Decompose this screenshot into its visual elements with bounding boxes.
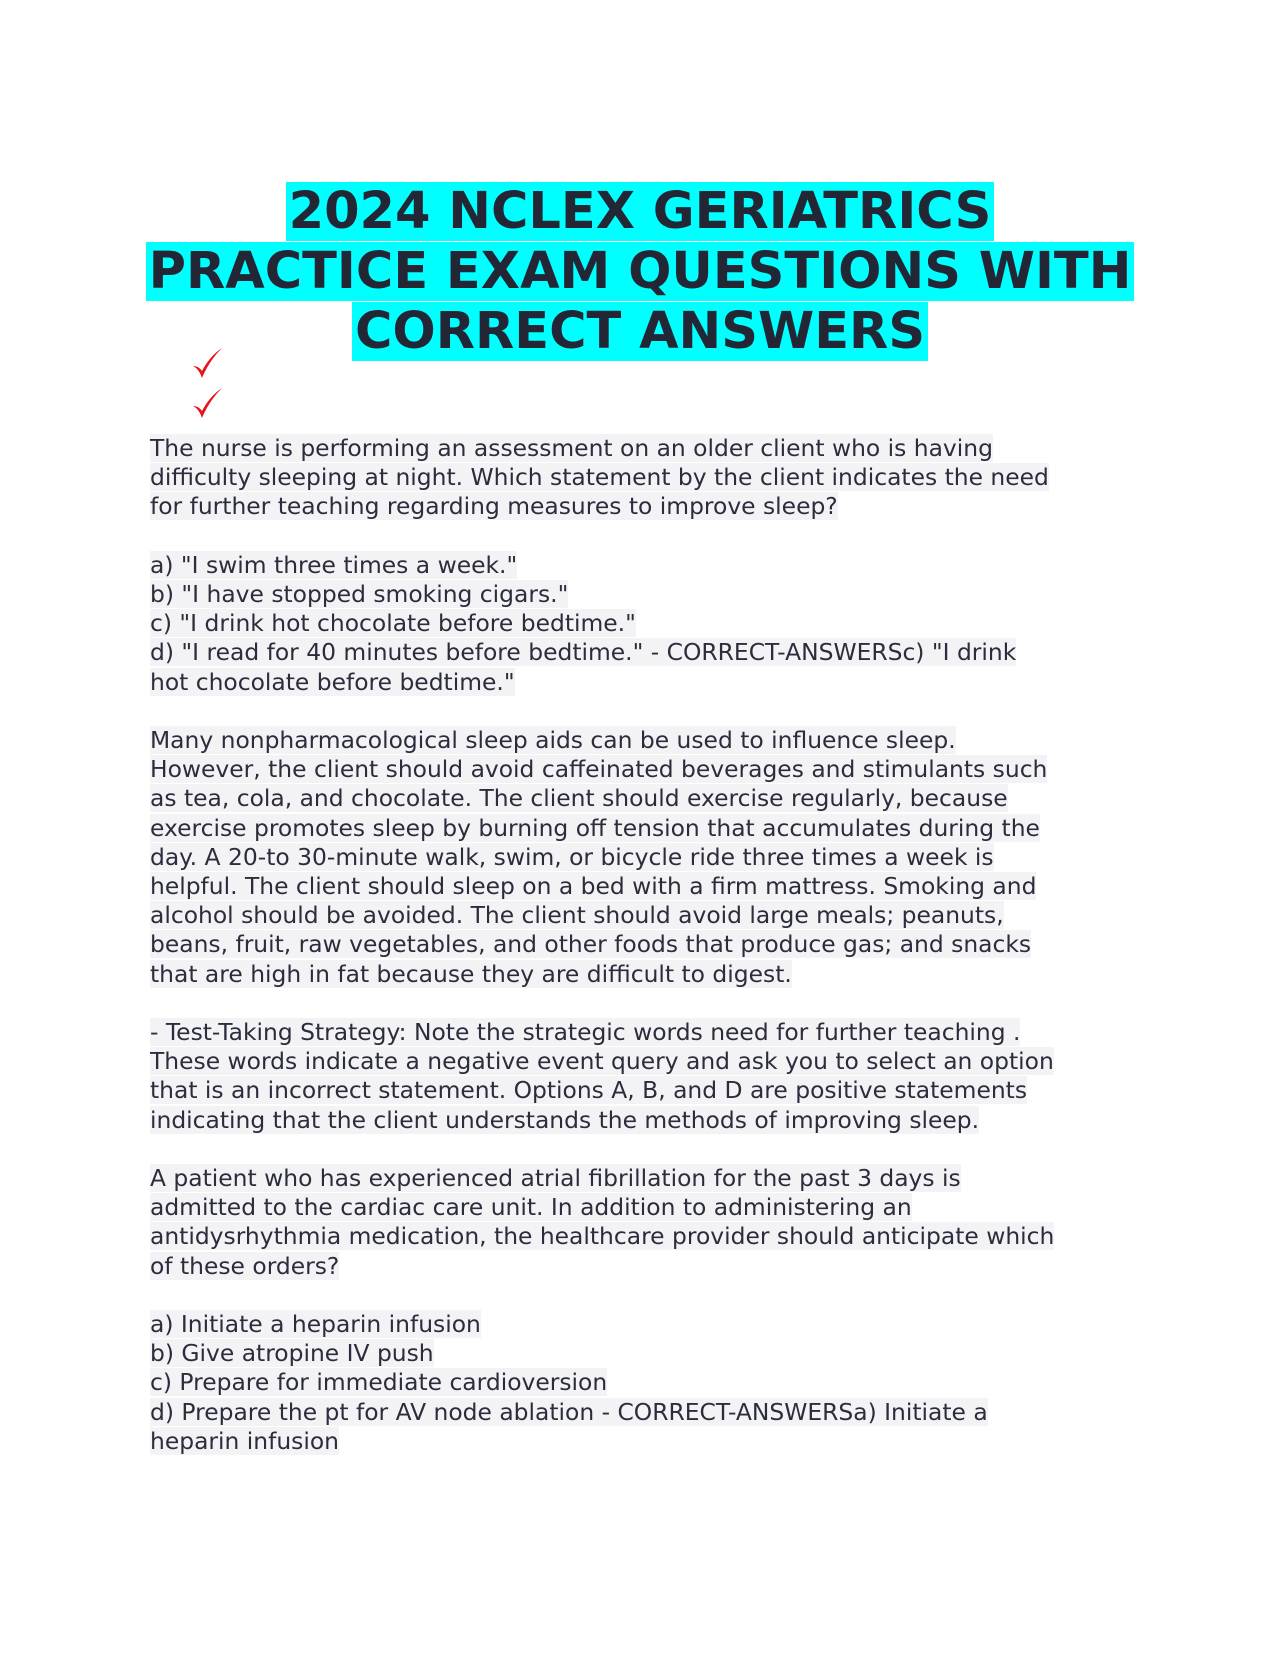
checkmark-icon: [190, 344, 224, 384]
option-text: heparin infusion: [150, 1426, 339, 1455]
text-line: [150, 492, 1130, 521]
checkmark-list: [190, 344, 230, 424]
option-line: [150, 668, 1130, 697]
text-line-content: day. A 20-to 30-minute walk, swim, or bicycle ride three times a week is: [150, 842, 994, 871]
text-line-content: for further teaching regarding measures to improve sleep?: [150, 492, 838, 521]
text-line-content: The nurse is performing an assessment on an older client who is having: [150, 434, 993, 462]
text-line: [150, 1047, 1130, 1076]
text-line: [150, 755, 1130, 784]
question-1-rationale: [150, 726, 1130, 989]
option-text: b) Give atropine IV push: [150, 1339, 434, 1368]
text-line-content: indicating that the client understands the methods of improving sleep.: [150, 1105, 980, 1134]
text-line-content: antidysrhythmia medication, the healthcare provider should anticipate which: [150, 1222, 1055, 1251]
text-line-content: that are high in fat because they are difficult to digest.: [150, 959, 792, 988]
text-line: [150, 1222, 1130, 1251]
text-line-content: exercise promotes sleep by burning off tension that accumulates during the: [150, 813, 1040, 842]
text-line-content: alcohol should be avoided. The client should avoid large meals; peanuts,: [150, 901, 1004, 930]
text-line: [150, 872, 1130, 901]
text-line-content: beans, fruit, raw vegetables, and other foods that produce gas; and snacks: [150, 930, 1032, 959]
option-text: c) "I drink hot chocolate before bedtime.": [150, 609, 636, 638]
checkmark-icon: [190, 384, 224, 424]
option-line: [150, 638, 1130, 667]
text-line-content: as tea, cola, and chocolate. The client should exercise regularly, because: [150, 784, 1008, 813]
title-line-3: [140, 302, 1140, 362]
title-line-2: [140, 242, 1140, 302]
text-line-content: A patient who has experienced atrial fibrillation for the past 3 days is: [150, 1164, 961, 1193]
option-text: a) "I swim three times a week.": [150, 550, 518, 579]
text-line: [150, 843, 1130, 872]
option-line: [150, 551, 1130, 580]
option-text: hot chocolate before bedtime.": [150, 667, 515, 696]
text-line: [150, 726, 1130, 755]
question-1-stem: [150, 434, 1130, 522]
option-text: b) "I have stopped smoking cigars.": [150, 580, 569, 608]
text-line: [150, 1018, 1130, 1047]
text-line: [150, 463, 1130, 492]
text-line: [150, 784, 1130, 813]
document-title: [140, 182, 1140, 362]
title-highlight: PRACTICE EXAM QUESTIONS WITH: [146, 242, 1135, 301]
text-line: [150, 901, 1130, 930]
text-line: [150, 434, 1130, 463]
title-highlight: 2024 NCLEX GERIATRICS: [286, 182, 995, 241]
question-2-options: [150, 1310, 1130, 1456]
text-line-content: admitted to the cardiac care unit. In addition to administering an: [150, 1193, 912, 1222]
text-line: [150, 1252, 1130, 1281]
text-line: [150, 1164, 1130, 1193]
option-line: [150, 1368, 1130, 1397]
text-line-content: These words indicate a negative event query and ask you to select an option: [150, 1047, 1054, 1076]
text-line-content: difficulty sleeping at night. Which statement by the client indicates the need: [150, 463, 1049, 492]
title-line-1: [140, 182, 1140, 242]
option-line: [150, 609, 1130, 638]
text-line-content: helpful. The client should sleep on a bed with a firm mattress. Smoking and: [150, 872, 1037, 901]
text-line: [150, 1106, 1130, 1135]
text-line: [150, 1076, 1130, 1105]
question-1-strategy: [150, 1018, 1130, 1135]
option-text: d) Prepare the pt for AV node ablation - CORRECT-ANSWERSa) Initiate a: [150, 1397, 988, 1426]
question-2-stem: [150, 1164, 1130, 1281]
option-text: c) Prepare for immediate cardioversion: [150, 1368, 608, 1397]
title-highlight: CORRECT ANSWERS: [352, 302, 928, 361]
text-line-content: Many nonpharmacological sleep aids can be used to influence sleep.: [150, 726, 956, 754]
document-body: [150, 434, 1130, 1485]
text-line: [150, 930, 1130, 959]
option-line: [150, 580, 1130, 609]
text-line-content: - Test-Taking Strategy: Note the strategic words need for further teaching .: [150, 1018, 1021, 1047]
option-text: d) "I read for 40 minutes before bedtime." - CORRECT-ANSWERSc) "I drink: [150, 638, 1017, 667]
text-line-content: of these orders?: [150, 1251, 340, 1280]
question-1-options: [150, 551, 1130, 697]
text-line: [150, 814, 1130, 843]
text-line-content: However, the client should avoid caffeinated beverages and stimulants such: [150, 755, 1048, 784]
option-text: a) Initiate a heparin infusion: [150, 1310, 481, 1339]
text-line: [150, 1193, 1130, 1222]
text-line-content: that is an incorrect statement. Options A, B, and D are positive statements: [150, 1076, 1028, 1105]
option-line: [150, 1310, 1130, 1339]
option-line: [150, 1339, 1130, 1368]
text-line: [150, 960, 1130, 989]
option-line: [150, 1427, 1130, 1456]
option-line: [150, 1398, 1130, 1427]
